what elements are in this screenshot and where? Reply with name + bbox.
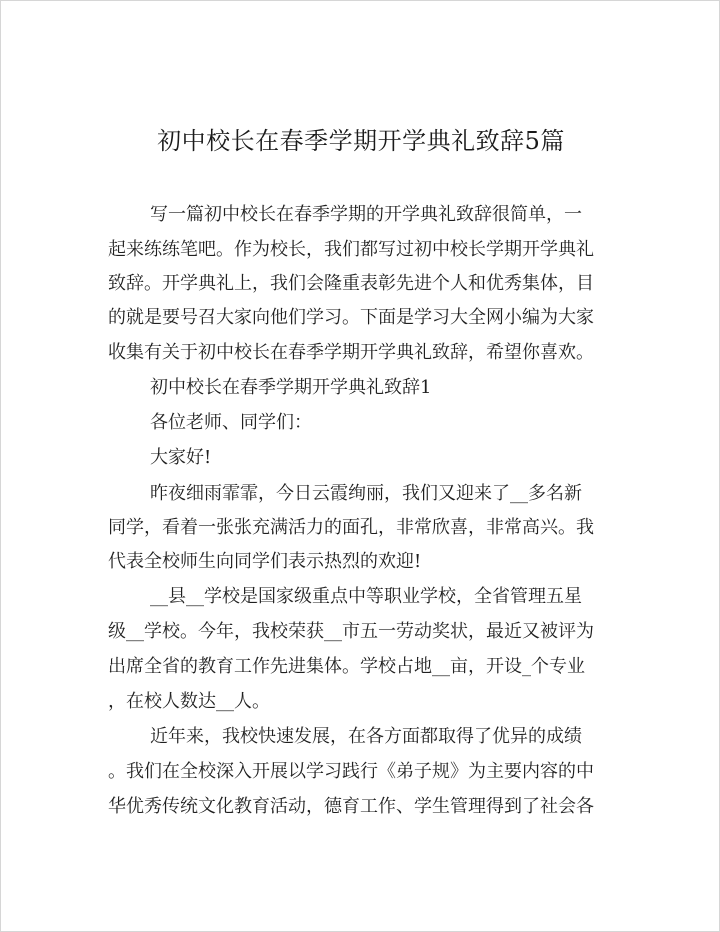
- salutation: 各位老师、同学们：: [150, 412, 312, 433]
- paragraph-line: 昨夜细雨霏霏，今日云霞绚丽，我们又迎来了__多名新: [150, 483, 582, 504]
- paragraph-line: 代表全校师生向同学们表示热烈的欢迎!: [108, 551, 422, 572]
- paragraph-line: 写一篇初中校长在春季学期的开学典礼致辞很简单，一: [150, 204, 582, 225]
- paragraph-line: ，在校人数达__人。: [108, 691, 270, 712]
- paragraph-line: 近年来，我校快速发展，在各方面都取得了优异的成绩: [150, 726, 582, 747]
- paragraph-line: 的就是要号召大家向他们学习。下面是学习大全网小编为大家: [108, 307, 594, 328]
- paragraph-line: 出席全省的教育工作先进集体。学校占地__亩，开设_个专业: [108, 656, 585, 677]
- paragraph-line: __县__学校是国家级重点中等职业学校，全省管理五星: [150, 586, 582, 607]
- greeting: 大家好!: [150, 447, 212, 468]
- section-heading: 初中校长在春季学期开学典礼致辞1: [150, 377, 432, 398]
- paragraph-line: 收集有关于初中校长在春季学期开学典礼致辞，希望你喜欢。: [108, 342, 594, 363]
- paragraph-line: 致辞。开学典礼上，我们会隆重表彰先进个人和优秀集体，目: [108, 273, 594, 294]
- paragraph-line: 华优秀传统文化教育活动，德育工作、学生管理得到了社会各: [108, 796, 594, 817]
- paragraph-line: 起来练练笔吧。作为校长，我们都写过初中校长学期开学典礼: [108, 239, 594, 260]
- paragraph-line: 级__学校。今年，我校荣获__市五一劳动奖状，最近又被评为: [108, 621, 594, 642]
- document-title: 初中校长在春季学期开学典礼致辞5篇: [157, 127, 565, 155]
- paragraph-line: 同学，看着一张张充满活力的面孔，非常欣喜，非常高兴。我: [108, 517, 594, 538]
- paragraph-line: 。我们在全校深入开展以学习践行《弟子规》为主要内容的中: [108, 761, 594, 782]
